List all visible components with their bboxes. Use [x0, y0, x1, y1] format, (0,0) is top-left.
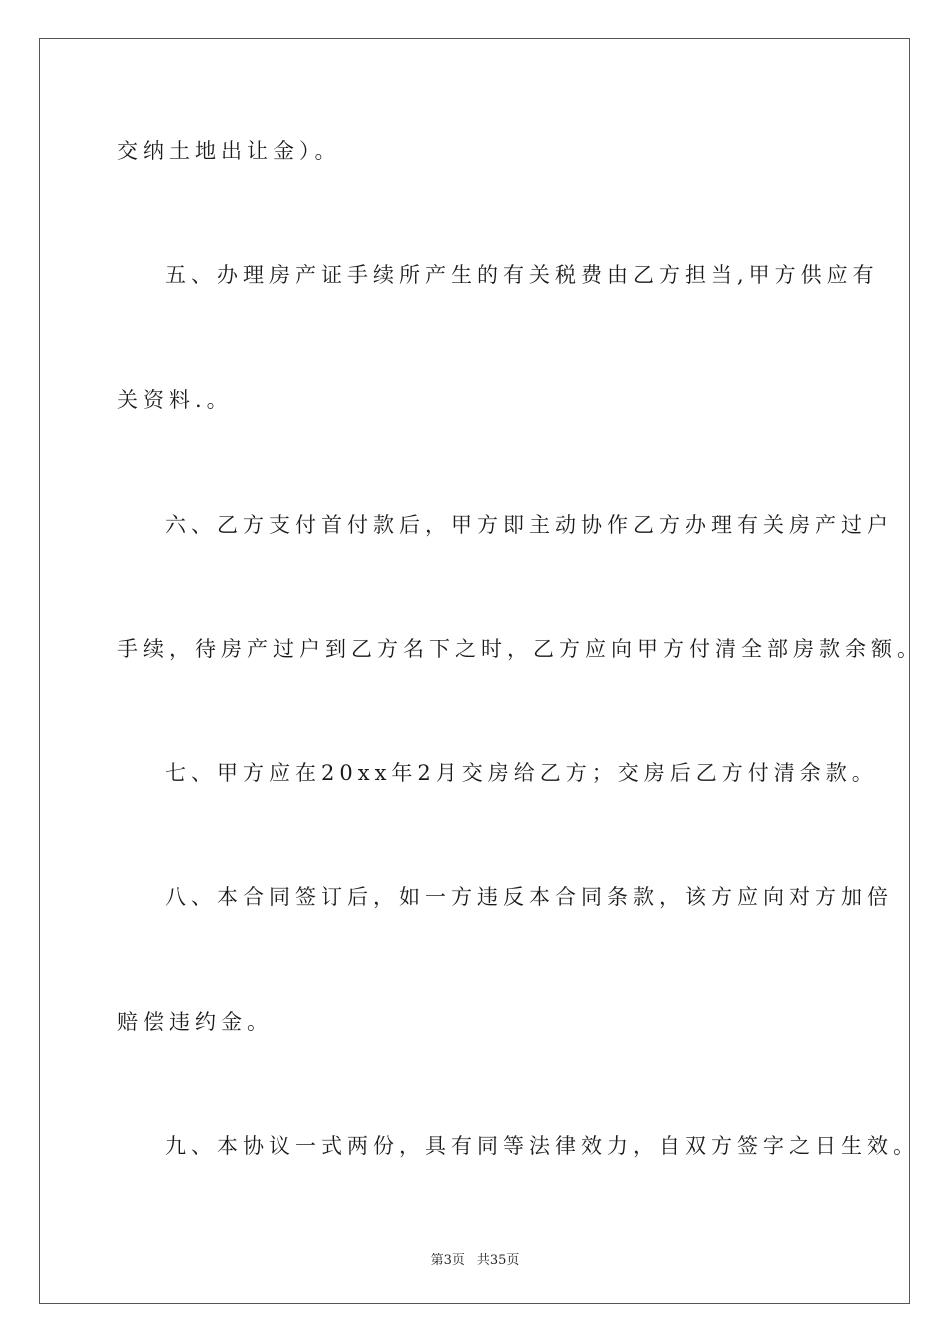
paragraph-line-9: 九、本协议一式两份，具有同等法律效力，自双方签字之日生效。	[165, 1134, 919, 1158]
paragraph-line-5: 手续，待房产过户到乙方名下之时，乙方应向甲方付清全部房款余额。	[117, 637, 923, 661]
paragraph-line-8: 赔偿违约金。	[117, 1010, 273, 1034]
paragraph-line-2: 五、办理房产证手续所产生的有关税费由乙方担当,甲方供应有	[165, 263, 879, 287]
page-total: 共35页	[476, 1253, 520, 1268]
page-border	[39, 38, 910, 1304]
paragraph-line-3: 关资料.。	[117, 388, 233, 412]
paragraph-line-6: 七、甲方应在20xx年2月交房给乙方；交房后乙方付清余款。	[165, 761, 878, 785]
paragraph-line-7: 八、本合同签订后，如一方违反本合同条款，该方应向对方加倍	[165, 885, 893, 909]
page-footer	[0, 1249, 950, 1268]
paragraph-line-4: 六、乙方支付首付款后，甲方即主动协作乙方办理有关房产过户	[165, 513, 893, 537]
page-number: 第3页	[430, 1253, 465, 1268]
paragraph-line-1: 交纳土地出让金）。	[117, 139, 341, 163]
